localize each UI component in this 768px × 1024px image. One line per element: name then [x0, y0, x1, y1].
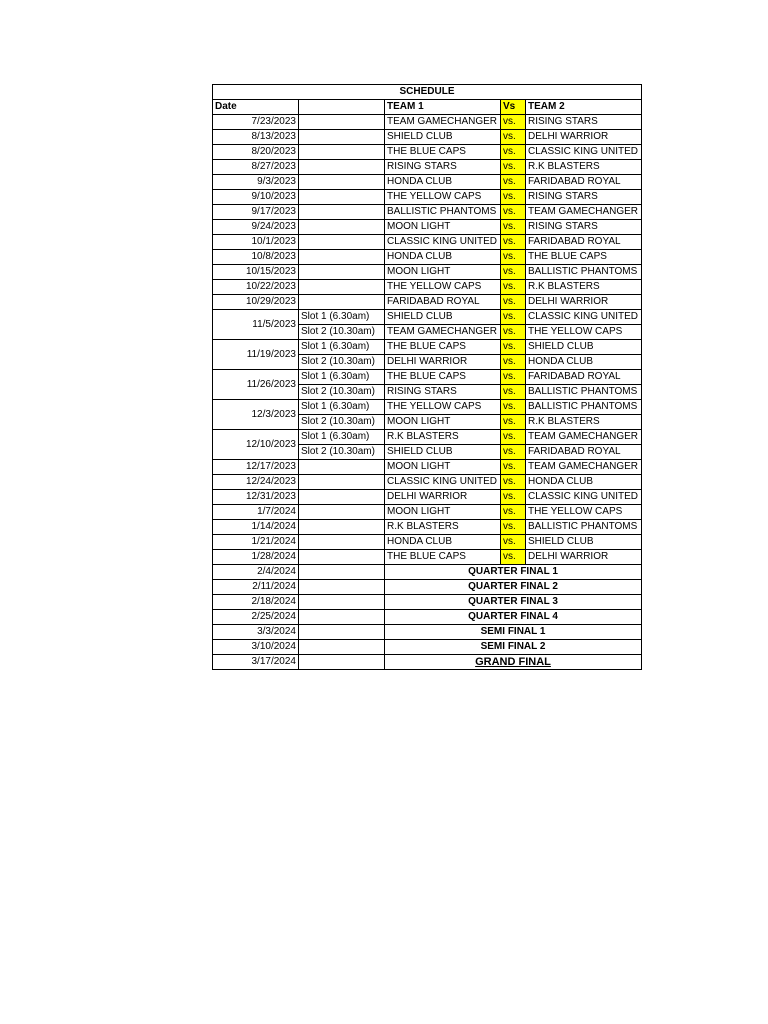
title-row: [213, 85, 642, 100]
match-date: 9/17/2023: [213, 205, 299, 220]
team1-cell: HONDA CLUB: [385, 535, 501, 550]
schedule-table: [212, 84, 642, 670]
knockout-date: 2/4/2024: [213, 565, 299, 580]
knockout-date: 3/3/2024: [213, 625, 299, 640]
team1-cell: THE YELLOW CAPS: [385, 280, 501, 295]
team1-cell: MOON LIGHT: [385, 220, 501, 235]
team1-cell: THE BLUE CAPS: [385, 145, 501, 160]
vs-cell: vs.: [501, 460, 526, 475]
team1-cell: MOON LIGHT: [385, 460, 501, 475]
match-date: 8/27/2023: [213, 160, 299, 175]
slot-cell: [299, 115, 385, 130]
team1-cell: THE YELLOW CAPS: [385, 190, 501, 205]
team1-cell: HONDA CLUB: [385, 175, 501, 190]
vs-cell: vs.: [501, 250, 526, 265]
team2-cell: RISING STARS: [526, 190, 642, 205]
header-slot: [299, 100, 385, 115]
team1-cell: MOON LIGHT: [385, 265, 501, 280]
match-date: 12/24/2023: [213, 475, 299, 490]
slot-cell: Slot 2 (10.30am): [299, 325, 385, 340]
match-date: 9/10/2023: [213, 190, 299, 205]
slot-cell: Slot 1 (6.30am): [299, 340, 385, 355]
header-team1: TEAM 1: [385, 100, 501, 115]
team1-cell: MOON LIGHT: [385, 505, 501, 520]
team1-cell: TEAM GAMECHANGER: [385, 325, 501, 340]
schedule-body: [213, 85, 642, 670]
header-row: [213, 100, 642, 115]
team2-cell: R.K BLASTERS: [526, 160, 642, 175]
vs-cell: vs.: [501, 220, 526, 235]
match-date: 10/15/2023: [213, 265, 299, 280]
slot-cell: [299, 595, 385, 610]
team2-cell: SHIELD CLUB: [526, 535, 642, 550]
slot-cell: Slot 2 (10.30am): [299, 415, 385, 430]
vs-cell: vs.: [501, 145, 526, 160]
vs-cell: vs.: [501, 550, 526, 565]
header-team2: TEAM 2: [526, 100, 642, 115]
match-date: 9/24/2023: [213, 220, 299, 235]
team2-cell: TEAM GAMECHANGER: [526, 460, 642, 475]
team1-cell: SHIELD CLUB: [385, 445, 501, 460]
vs-cell: vs.: [501, 175, 526, 190]
match-row: [213, 175, 642, 190]
match-date: 1/14/2024: [213, 520, 299, 535]
match-row: [213, 130, 642, 145]
match-date: 1/21/2024: [213, 535, 299, 550]
team1-cell: THE BLUE CAPS: [385, 340, 501, 355]
vs-cell: vs.: [501, 520, 526, 535]
match-date: 12/10/2023: [213, 430, 299, 460]
slot-cell: [299, 145, 385, 160]
team2-cell: THE BLUE CAPS: [526, 250, 642, 265]
team2-cell: DELHI WARRIOR: [526, 550, 642, 565]
grand-final-date: 3/17/2024: [213, 655, 299, 670]
team2-cell: RISING STARS: [526, 220, 642, 235]
team2-cell: TEAM GAMECHANGER: [526, 430, 642, 445]
match-date: 1/7/2024: [213, 505, 299, 520]
team2-cell: CLASSIC KING UNITED: [526, 310, 642, 325]
match-row: [213, 145, 642, 160]
match-date: 8/20/2023: [213, 145, 299, 160]
slot-cell: [299, 265, 385, 280]
knockout-row: [213, 610, 642, 625]
vs-cell: vs.: [501, 490, 526, 505]
knockout-label: SEMI FINAL 1: [385, 625, 642, 640]
match-date: 10/29/2023: [213, 295, 299, 310]
team2-cell: BALLISTIC PHANTOMS: [526, 400, 642, 415]
slot-cell: Slot 2 (10.30am): [299, 385, 385, 400]
knockout-date: 2/11/2024: [213, 580, 299, 595]
slot-cell: [299, 565, 385, 580]
slot-cell: Slot 2 (10.30am): [299, 445, 385, 460]
slot-cell: [299, 490, 385, 505]
team2-cell: R.K BLASTERS: [526, 280, 642, 295]
team2-cell: TEAM GAMECHANGER: [526, 205, 642, 220]
knockout-date: 3/10/2024: [213, 640, 299, 655]
slot-cell: [299, 625, 385, 640]
slot-cell: [299, 610, 385, 625]
slot-match-row: [213, 310, 642, 325]
team2-cell: FARIDABAD ROYAL: [526, 175, 642, 190]
slot-match-row: [213, 400, 642, 415]
match-date: 10/8/2023: [213, 250, 299, 265]
header-vs: Vs: [501, 100, 526, 115]
match-row: [213, 280, 642, 295]
match-row: [213, 535, 642, 550]
match-row: [213, 205, 642, 220]
knockout-label: QUARTER FINAL 1: [385, 565, 642, 580]
vs-cell: vs.: [501, 370, 526, 385]
header-date: Date: [213, 100, 299, 115]
team1-cell: SHIELD CLUB: [385, 310, 501, 325]
team2-cell: SHIELD CLUB: [526, 340, 642, 355]
team1-cell: MOON LIGHT: [385, 415, 501, 430]
slot-cell: [299, 640, 385, 655]
vs-cell: vs.: [501, 400, 526, 415]
team1-cell: R.K BLASTERS: [385, 520, 501, 535]
match-row: [213, 460, 642, 475]
vs-cell: vs.: [501, 130, 526, 145]
slot-cell: [299, 190, 385, 205]
slot-cell: Slot 2 (10.30am): [299, 355, 385, 370]
slot-cell: [299, 460, 385, 475]
match-date: 10/1/2023: [213, 235, 299, 250]
team1-cell: RISING STARS: [385, 385, 501, 400]
team2-cell: BALLISTIC PHANTOMS: [526, 520, 642, 535]
slot-cell: Slot 1 (6.30am): [299, 430, 385, 445]
vs-cell: vs.: [501, 475, 526, 490]
slot-cell: Slot 1 (6.30am): [299, 310, 385, 325]
vs-cell: vs.: [501, 295, 526, 310]
match-row: [213, 190, 642, 205]
match-row: [213, 490, 642, 505]
team1-cell: CLASSIC KING UNITED: [385, 475, 501, 490]
match-date: 12/3/2023: [213, 400, 299, 430]
match-row: [213, 505, 642, 520]
match-row: [213, 220, 642, 235]
slot-cell: [299, 160, 385, 175]
slot-cell: [299, 175, 385, 190]
grand-final-row: [213, 655, 642, 670]
slot-cell: [299, 280, 385, 295]
team1-cell: THE YELLOW CAPS: [385, 400, 501, 415]
vs-cell: vs.: [501, 430, 526, 445]
team1-cell: SHIELD CLUB: [385, 130, 501, 145]
knockout-label: QUARTER FINAL 2: [385, 580, 642, 595]
team1-cell: THE BLUE CAPS: [385, 550, 501, 565]
vs-cell: vs.: [501, 265, 526, 280]
team1-cell: FARIDABAD ROYAL: [385, 295, 501, 310]
vs-cell: vs.: [501, 535, 526, 550]
slot-cell: [299, 475, 385, 490]
slot-cell: [299, 655, 385, 670]
match-row: [213, 250, 642, 265]
slot-cell: [299, 580, 385, 595]
slot-cell: [299, 220, 385, 235]
team2-cell: DELHI WARRIOR: [526, 130, 642, 145]
match-date: 1/28/2024: [213, 550, 299, 565]
slot-cell: Slot 1 (6.30am): [299, 370, 385, 385]
knockout-row: [213, 640, 642, 655]
slot-cell: [299, 520, 385, 535]
slot-cell: [299, 235, 385, 250]
slot-cell: [299, 505, 385, 520]
match-date: 8/13/2023: [213, 130, 299, 145]
team2-cell: CLASSIC KING UNITED: [526, 490, 642, 505]
slot-cell: [299, 205, 385, 220]
vs-cell: vs.: [501, 280, 526, 295]
match-row: [213, 295, 642, 310]
knockout-date: 2/25/2024: [213, 610, 299, 625]
match-row: [213, 235, 642, 250]
team1-cell: BALLISTIC PHANTOMS: [385, 205, 501, 220]
slot-match-row: [213, 340, 642, 355]
knockout-label: QUARTER FINAL 3: [385, 595, 642, 610]
slot-cell: [299, 295, 385, 310]
team2-cell: THE YELLOW CAPS: [526, 325, 642, 340]
match-date: 10/22/2023: [213, 280, 299, 295]
match-date: 11/26/2023: [213, 370, 299, 400]
match-date: 9/3/2023: [213, 175, 299, 190]
team1-cell: DELHI WARRIOR: [385, 490, 501, 505]
vs-cell: vs.: [501, 235, 526, 250]
slot-cell: [299, 535, 385, 550]
knockout-row: [213, 565, 642, 580]
vs-cell: vs.: [501, 205, 526, 220]
team1-cell: HONDA CLUB: [385, 250, 501, 265]
match-date: 12/17/2023: [213, 460, 299, 475]
team2-cell: RISING STARS: [526, 115, 642, 130]
vs-cell: vs.: [501, 325, 526, 340]
vs-cell: vs.: [501, 160, 526, 175]
match-date: 7/23/2023: [213, 115, 299, 130]
team1-cell: TEAM GAMECHANGER: [385, 115, 501, 130]
slot-cell: [299, 550, 385, 565]
match-date: 11/19/2023: [213, 340, 299, 370]
vs-cell: vs.: [501, 385, 526, 400]
team2-cell: FARIDABAD ROYAL: [526, 235, 642, 250]
team2-cell: CLASSIC KING UNITED: [526, 145, 642, 160]
knockout-row: [213, 580, 642, 595]
vs-cell: vs.: [501, 445, 526, 460]
team1-cell: RISING STARS: [385, 160, 501, 175]
team2-cell: DELHI WARRIOR: [526, 295, 642, 310]
knockout-label: SEMI FINAL 2: [385, 640, 642, 655]
team2-cell: BALLISTIC PHANTOMS: [526, 385, 642, 400]
vs-cell: vs.: [501, 340, 526, 355]
knockout-date: 2/18/2024: [213, 595, 299, 610]
schedule-title: SCHEDULE: [213, 85, 642, 100]
team2-cell: FARIDABAD ROYAL: [526, 370, 642, 385]
match-date: 12/31/2023: [213, 490, 299, 505]
team2-cell: HONDA CLUB: [526, 475, 642, 490]
match-row: [213, 550, 642, 565]
team1-cell: DELHI WARRIOR: [385, 355, 501, 370]
slot-cell: [299, 250, 385, 265]
slot-match-row: [213, 430, 642, 445]
match-row: [213, 265, 642, 280]
match-row: [213, 475, 642, 490]
team2-cell: FARIDABAD ROYAL: [526, 445, 642, 460]
vs-cell: vs.: [501, 355, 526, 370]
match-row: [213, 160, 642, 175]
slot-cell: Slot 1 (6.30am): [299, 400, 385, 415]
vs-cell: vs.: [501, 115, 526, 130]
match-row: [213, 520, 642, 535]
slot-cell: [299, 130, 385, 145]
team1-cell: THE BLUE CAPS: [385, 370, 501, 385]
knockout-row: [213, 595, 642, 610]
vs-cell: vs.: [501, 310, 526, 325]
team1-cell: CLASSIC KING UNITED: [385, 235, 501, 250]
team2-cell: HONDA CLUB: [526, 355, 642, 370]
knockout-label: QUARTER FINAL 4: [385, 610, 642, 625]
match-date: 11/5/2023: [213, 310, 299, 340]
team2-cell: R.K BLASTERS: [526, 415, 642, 430]
team2-cell: THE YELLOW CAPS: [526, 505, 642, 520]
match-row: [213, 115, 642, 130]
knockout-row: [213, 625, 642, 640]
team2-cell: BALLISTIC PHANTOMS: [526, 265, 642, 280]
slot-match-row: [213, 370, 642, 385]
vs-cell: vs.: [501, 505, 526, 520]
team1-cell: R.K BLASTERS: [385, 430, 501, 445]
grand-final-label: GRAND FINAL: [385, 655, 642, 670]
vs-cell: vs.: [501, 415, 526, 430]
vs-cell: vs.: [501, 190, 526, 205]
